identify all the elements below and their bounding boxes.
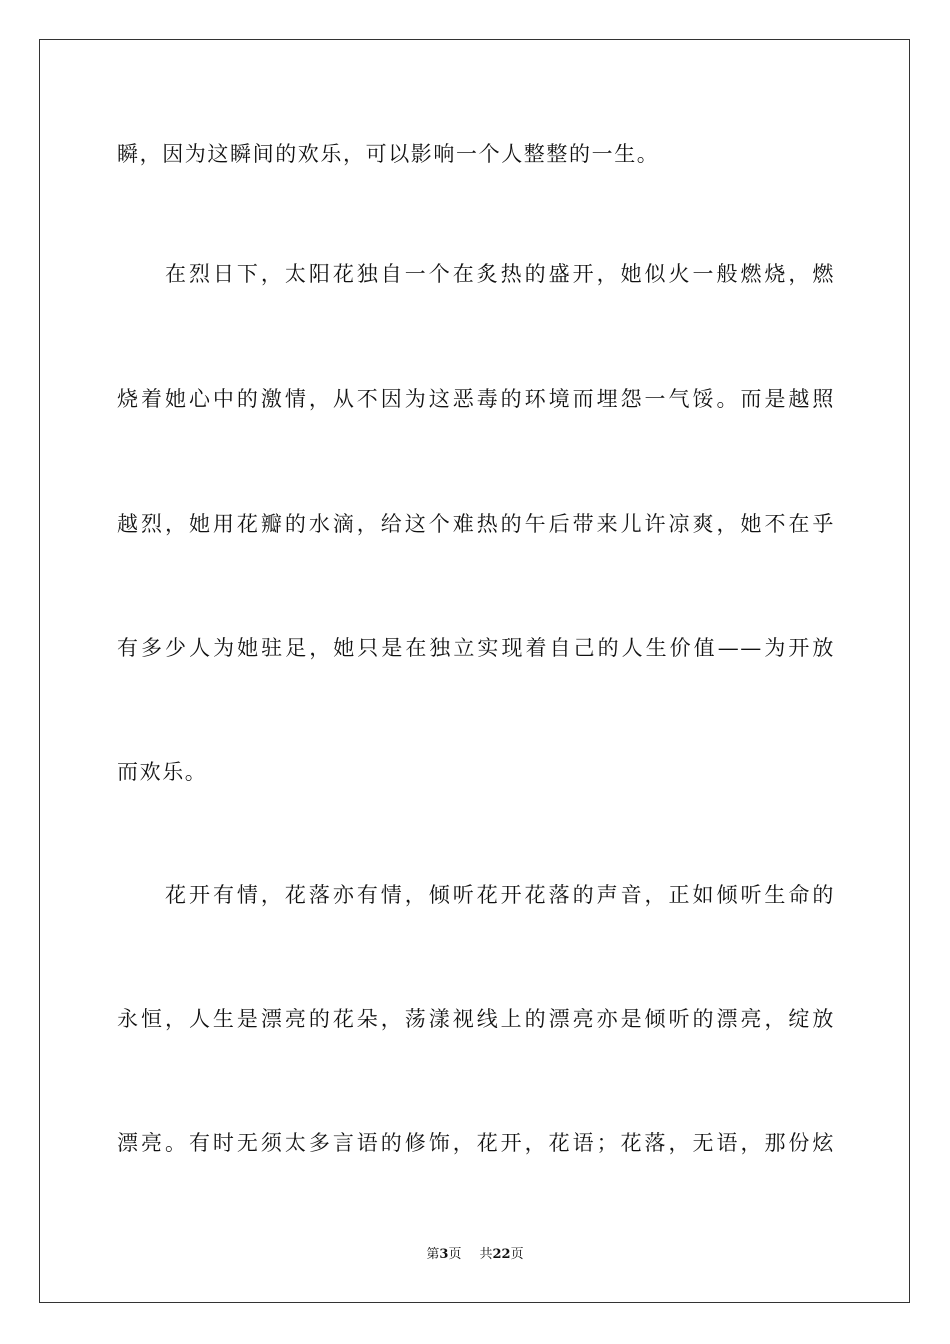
text-line-3: 烧着她心中的激情，从不因为这恶毒的环境而埋怨一气馁。而是越照 bbox=[117, 387, 835, 411]
page-border bbox=[39, 39, 910, 1303]
text-line-4: 越烈，她用花瓣的水滴，给这个难热的午后带来儿许凉爽，她不在乎 bbox=[117, 512, 835, 536]
text-line-7: 花开有情，花落亦有情，倾听花开花落的声音，正如倾听生命的 bbox=[165, 883, 835, 907]
total-suffix: 页 bbox=[510, 1247, 524, 1262]
text-line-2: 在烈日下，太阳花独自一个在炙热的盛开，她似火一般燃烧，燃 bbox=[165, 262, 835, 286]
text-line-9: 漂亮。有时无须太多言语的修饰，花开，花语；花落，无语，那份炫 bbox=[117, 1131, 835, 1155]
text-line-1: 瞬，因为这瞬间的欢乐，可以影响一个人整整的一生。 bbox=[117, 142, 660, 166]
text-line-5: 有多少人为她驻足，她只是在独立实现着自己的人生价值——为开放 bbox=[117, 636, 835, 660]
page-number: 3 bbox=[439, 1247, 449, 1262]
total-pages: 22 bbox=[492, 1247, 511, 1262]
page-footer bbox=[0, 1246, 950, 1264]
total-prefix: 共 bbox=[479, 1247, 493, 1262]
text-line-8: 永恒，人生是漂亮的花朵，荡漾视线上的漂亮亦是倾听的漂亮，绽放 bbox=[117, 1007, 835, 1031]
page-prefix: 第 bbox=[426, 1247, 440, 1262]
page-suffix: 页 bbox=[448, 1247, 462, 1262]
text-line-6: 而欢乐。 bbox=[117, 760, 208, 784]
